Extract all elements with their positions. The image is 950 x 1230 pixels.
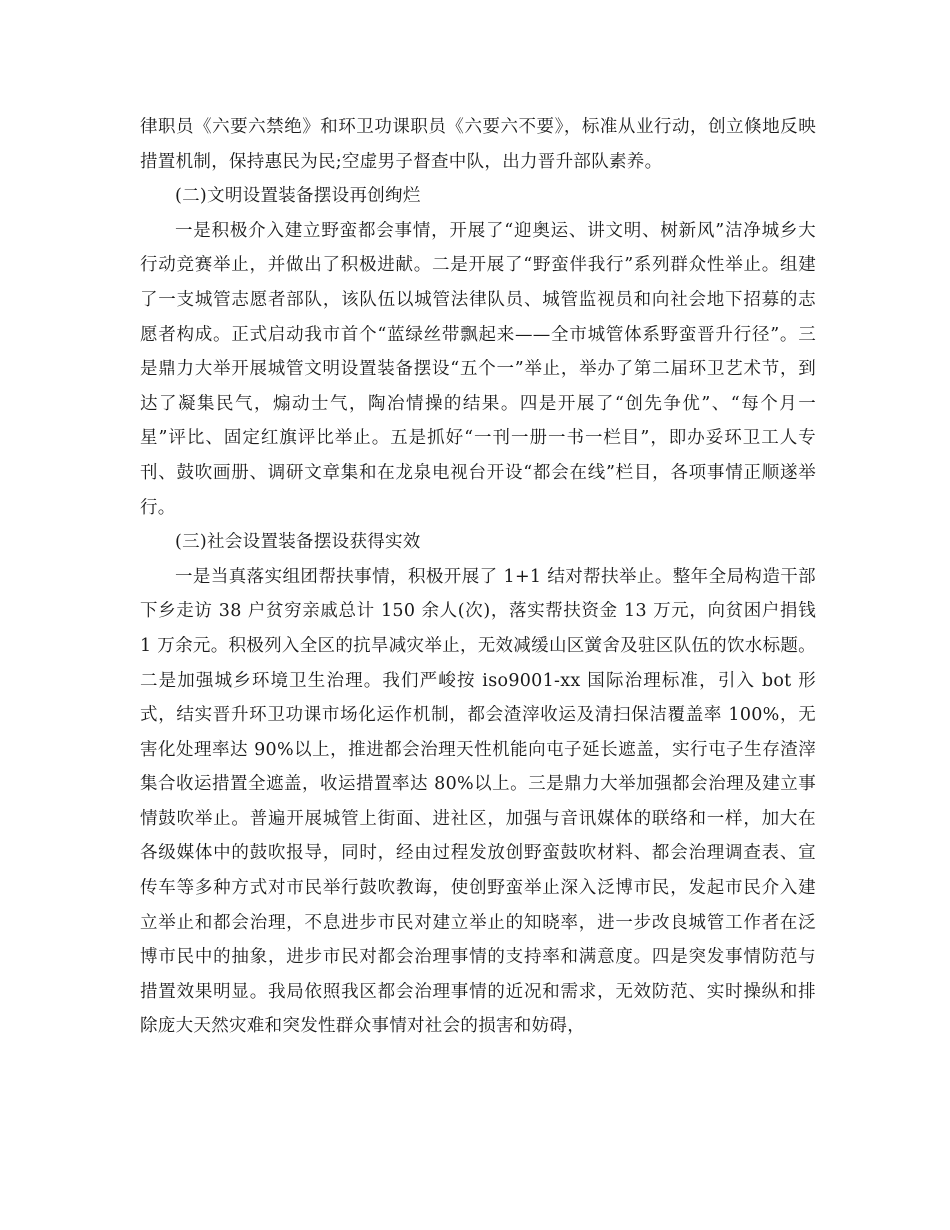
paragraph-civilization: 一是积极介入建立野蛮都会事情，开展了“迎奥运、讲文明、树新风”洁净城乡大行动竞赛举止，并做出了积极进献。二是开展了“野蛮伴我行”系列群众性举止。组建了一支城管志愿者部队，该队伍以城管法律队员、城管监视员和向社会地下招募的志愿者构成。正式启动我市首个“蓝绿丝带飘起来——全市城管体系野蛮晋升行径”。三是鼎力大举开展城管文明设置装备摆设“五个一”举止，举办了第二届环卫艺术节，到达了凝集民气，煽动士气，陶冶情操的结果。四是开展了“创先争优”、“每个月一星”评比、固定红旗评比举止。五是抓好“一刊一册一书一栏目”，即办妥环卫工人专刊、鼓吹画册、调研文章集和在龙泉电视台开设“都会在线”栏目，各项事情正顺遂举行。 — [140, 220, 816, 518]
paragraph-society: 一是当真落实组团帮扶事情，积极开展了 1+1 结对帮扶举止。整年全局构造干部下乡走访 38 户贫穷亲戚总计 150 余人(次)，落实帮扶资金 13 万元，向贫困户捐钱 1 万余元。积极列入全区的抗旱减灾举止，无效减缓山区黉舍及驻区队伍的饮水标题。二是加强城乡环境卫生治理。我们严峻按 iso9001-xx 国际治理标准，引入 bot 形式，结实晋升环卫功课市场化运作机制，都会渣滓收运及清扫保洁覆盖率 100%，无害化处理率达 90%以上，推进都会治理天性机能向屯子延长遮盖，实行屯子生存渣滓集合收运措置全遮盖，收运措置率达 80%以上。三是鼎力大举加强都会治理及建立事情鼓吹举止。普遍开展城管上街面、进社区，加强与音讯媒体的联络和一样，加大在各级媒体中的鼓吹报导，同时，经由过程发放创野蛮鼓吹材料、都会治理调查表、宣传车等多种方式对市民举行鼓吹教诲，使创野蛮举止深入泛博市民，发起市民介入建立举止和都会治理，不息进步市民对建立举止的知晓率，进一步改良城管工作者在泛博市民中的抽象，进步市民对都会治理事情的支持率和满意度。四是突发事情防范与措置效果明显。我局依照我区都会治理事情的近况和需求，无效防范、实时操纵和排除庞大天然灾难和突发性群众事情对社会的损害和妨碍， — [140, 566, 816, 1037]
section-heading-society: (三)社会设置装备摆设获得实效 — [175, 532, 421, 553]
paragraph-continued: 律职员《六要六禁绝》和环卫功课职员《六要六不要》，标准从业行动，创立倏地反映措置机制，保持惠民为民;空虚男子督查中队，出力晋升部队素养。 — [140, 117, 816, 172]
document-page — [140, 110, 816, 1044]
section-heading-civilization: (二)文明设置装备摆设再创绚烂 — [175, 186, 421, 207]
